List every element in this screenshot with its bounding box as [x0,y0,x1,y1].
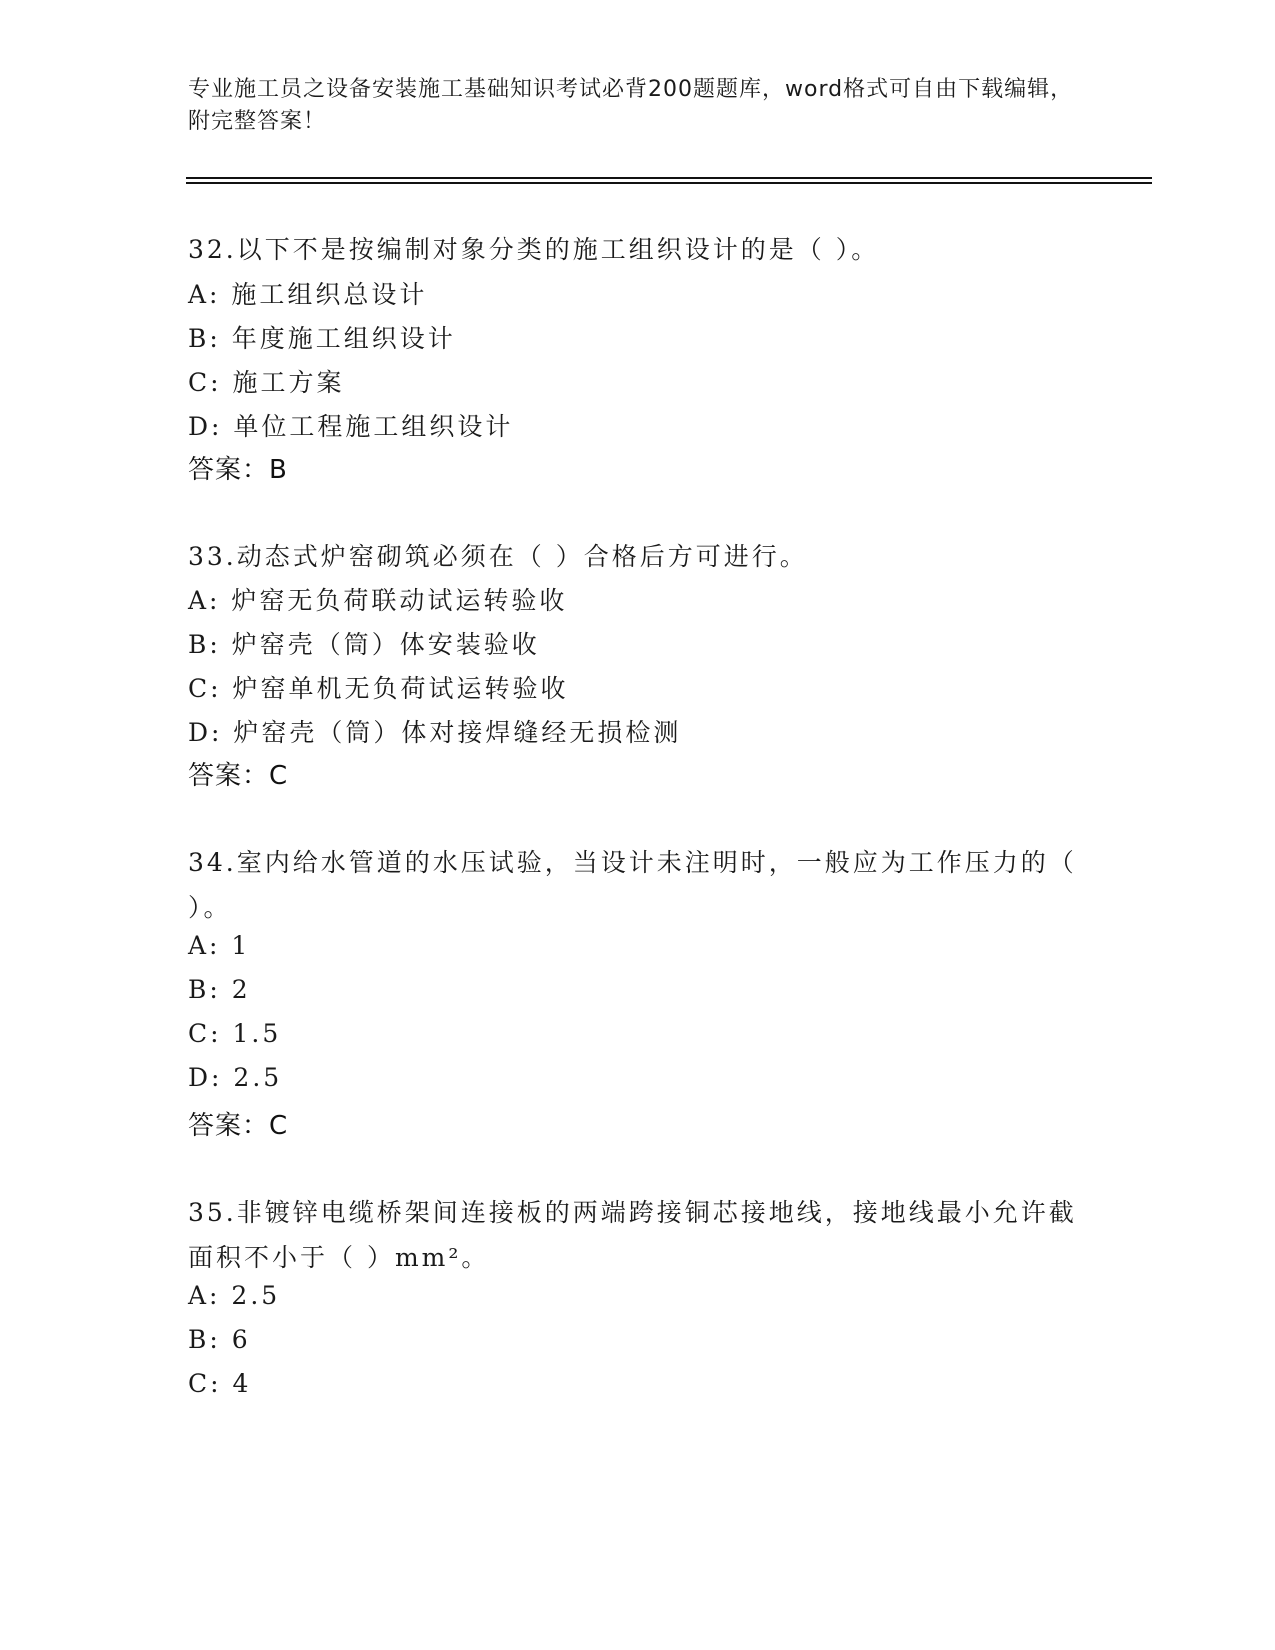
question-35-option-c: C: 4 [188,1369,252,1398]
question-34-stem: 34.室内给水管道的水压试验，当设计未注明时，一般应为工作压力的（ ）。 [188,848,1077,922]
question-35-option-a: A: 2.5 [188,1281,281,1310]
question-32-answer: 答案：B [188,455,288,485]
question-33-option-b: B: 炉窑壳（筒）体安装验收 [188,630,540,659]
document-header: 专业施工员之设备安装施工基础知识考试必背200题题库，word格式可自由下载编辑，附完整答案！ [188,77,1074,134]
question-35-option-b: B: 6 [188,1325,251,1354]
header-rule-top [186,177,1152,179]
header-rule-bottom [186,182,1152,184]
question-33-option-d: D: 炉窑壳（筒）体对接焊缝经无损检测 [188,718,682,747]
question-32-option-d: D: 单位工程施工组织设计 [188,412,514,441]
question-34-option-c: C: 1.5 [188,1019,282,1048]
question-34-option-d: D: 2.5 [188,1063,283,1092]
question-33-stem: 33.动态式炉窑砌筑必须在（ ）合格后方可进行。 [188,542,808,571]
question-32-stem: 32.以下不是按编制对象分类的施工组织设计的是（ ）。 [188,235,880,264]
question-34-option-a: A: 1 [188,931,251,960]
question-32-option-c: C: 施工方案 [188,368,345,397]
question-34-option-b: B: 2 [188,975,251,1004]
question-32-option-a: A: 施工组织总设计 [188,280,428,309]
question-32-option-b: B: 年度施工组织设计 [188,324,456,353]
question-35-stem: 35.非镀锌电缆桥架间连接板的两端跨接铜芯接地线，接地线最小允许截面积不小于（ ）mm²。 [188,1198,1077,1272]
question-33-option-a: A: 炉窑无负荷联动试运转验收 [188,586,568,615]
question-33-answer: 答案：C [188,761,289,791]
question-33-option-c: C: 炉窑单机无负荷试运转验收 [188,674,569,703]
question-34-answer: 答案：C [188,1111,289,1141]
